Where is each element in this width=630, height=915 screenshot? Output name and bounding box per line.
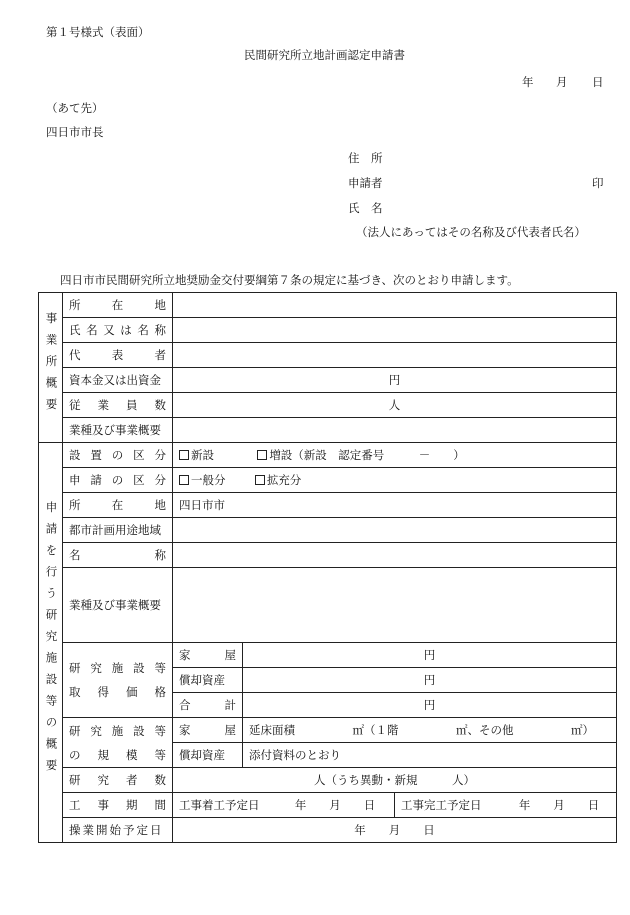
scale-building-field[interactable]: 延床面積 ㎡（１階 ㎡、その他 ㎡） [243, 718, 617, 743]
row-label-location: 所 在 地 [63, 293, 173, 318]
scale-building-label: 家 屋 [173, 718, 243, 743]
row-label-name: 氏 名 又 は 名 称 [63, 318, 173, 343]
row-label-capital: 資本金又は出資金 [63, 368, 173, 393]
row-label-facility-name: 名 称 [63, 543, 173, 568]
row-label-setup: 設 置 の 区 分 [63, 443, 173, 468]
scale-depreciable-field[interactable]: 添付資料のとおり [243, 743, 617, 768]
cost-total-field[interactable]: 円 [243, 693, 617, 718]
row-label-business: 業種及び事業概要 [63, 418, 173, 443]
representative-field[interactable] [173, 343, 617, 368]
form-number: 第１号様式（表面） [46, 25, 150, 39]
location-field[interactable] [173, 293, 617, 318]
facility-location-field[interactable]: 四日市市 [173, 493, 617, 518]
addressee-label: （あて先） [46, 101, 104, 115]
employees-field[interactable]: 人 [173, 393, 617, 418]
operation-start-field[interactable]: 年 月 日 [173, 818, 617, 843]
address-label: 住 所 [348, 151, 383, 165]
row-label-period: 工 事 期 間 [63, 793, 173, 818]
construction-start-field[interactable]: 工事着工予定日 年 月 日 [173, 793, 395, 818]
corporate-note: （法人にあってはその名称及び代表者氏名） [356, 225, 586, 239]
applicant-label: 申請者 [348, 176, 383, 190]
row-label-employees: 従 業 員 数 [63, 393, 173, 418]
intro-text: 四日市市民間研究所立地奨励金交付要綱第７条の規定に基づき、次のとおり申請します。 [60, 273, 519, 287]
document-title: 民間研究所立地計画認定申請書 [244, 48, 405, 62]
construction-end-field[interactable]: 工事完工予定日 年 月 日 [395, 793, 617, 818]
cost-depreciable-label: 償却資産 [173, 668, 243, 693]
cost-depreciable-field[interactable]: 円 [243, 668, 617, 693]
row-label-researchers: 研 究 者 数 [63, 768, 173, 793]
apply-options: 一般分 拡充分 [173, 468, 617, 493]
checkbox-general[interactable] [179, 475, 189, 485]
row-label-facility-location: 所 在 地 [63, 493, 173, 518]
name-label: 氏 名 [348, 201, 383, 215]
date-month: 月 [556, 75, 568, 89]
date-day: 日 [592, 75, 604, 89]
checkbox-enhanced[interactable] [255, 475, 265, 485]
name-field[interactable] [173, 318, 617, 343]
checkbox-new[interactable] [179, 450, 189, 460]
row-label-operation-start: 操業開始予定日 [63, 818, 173, 843]
row-label-facility-business: 業種及び事業概要 [63, 568, 173, 643]
row-label-representative: 代 表 者 [63, 343, 173, 368]
application-form-table [38, 292, 617, 843]
facility-business-field[interactable] [173, 568, 617, 643]
scale-depreciable-label: 償却資産 [173, 743, 243, 768]
checkbox-expansion[interactable] [257, 450, 267, 460]
row-label-apply: 申 請 の 区 分 [63, 468, 173, 493]
row-label-zoning: 都市計画用途地域 [63, 518, 173, 543]
zoning-field[interactable] [173, 518, 617, 543]
business-field[interactable] [173, 418, 617, 443]
row-label-cost: 研 究 施 設 等 取 得 価 格 [63, 643, 173, 718]
section-facility-overview: 申請を行う研究施設等の概要 [39, 443, 63, 843]
cost-total-label: 合 計 [173, 693, 243, 718]
cost-building-label: 家 屋 [173, 643, 243, 668]
facility-name-field[interactable] [173, 543, 617, 568]
cost-building-field[interactable]: 円 [243, 643, 617, 668]
row-label-scale: 研 究 施 設 等 の 規 模 等 [63, 718, 173, 768]
date-year: 年 [522, 75, 534, 89]
capital-field[interactable]: 円 [173, 368, 617, 393]
section-business-overview: 事業所概要 [39, 293, 63, 443]
seal-mark: 印 [592, 176, 604, 190]
addressee: 四日市市長 [46, 125, 104, 139]
setup-options: 新設 増設（新設 認定番号 － ） [173, 443, 617, 468]
researchers-field[interactable]: 人（うち異動・新規 人） [173, 768, 617, 793]
